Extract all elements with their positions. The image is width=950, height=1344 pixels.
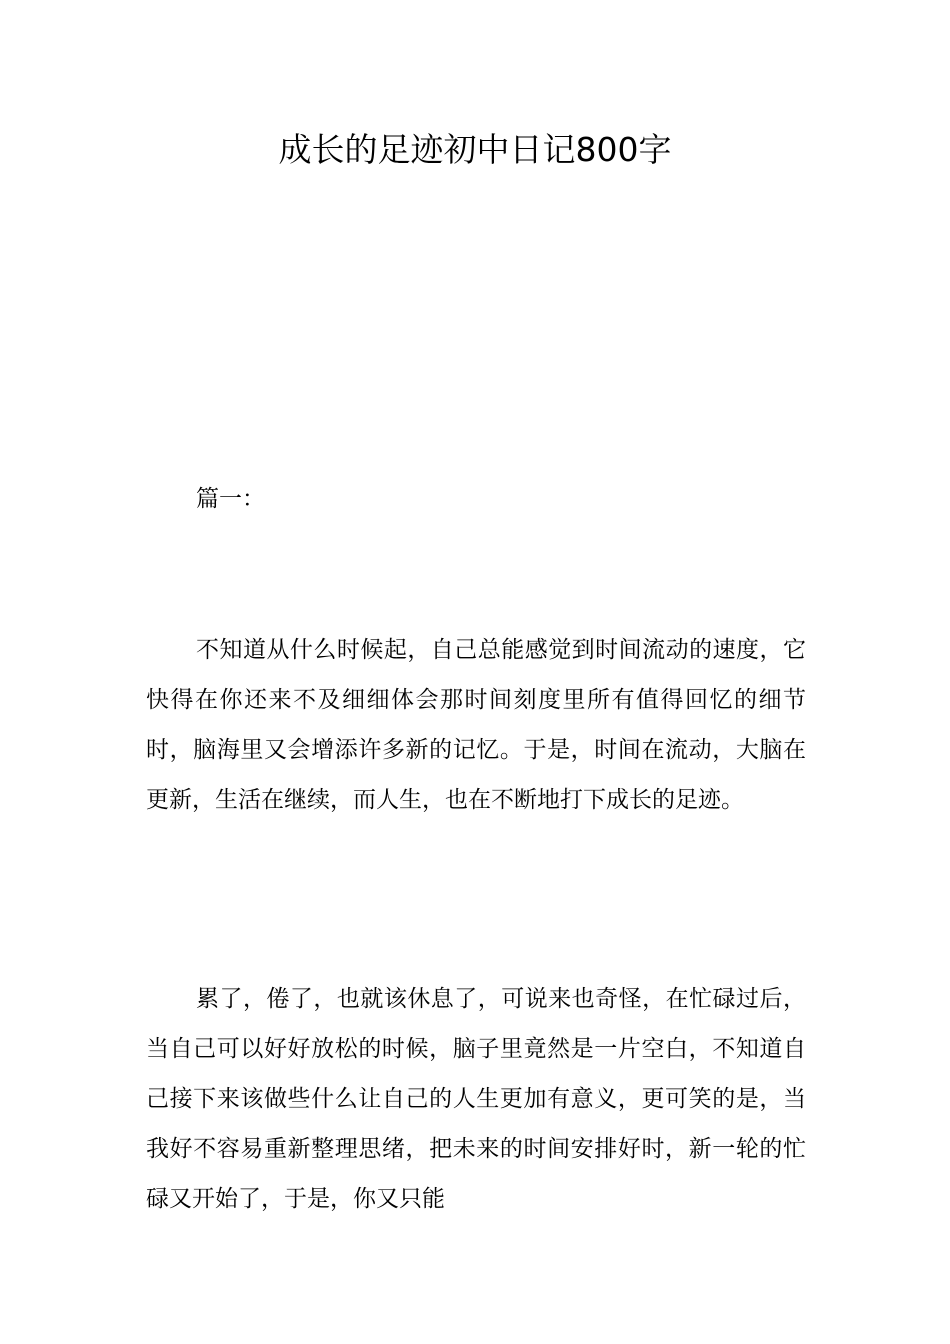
- section-label: 篇一：: [196, 486, 265, 512]
- paragraph-2: 累了，倦了，也就该休息了，可说来也奇怪，在忙碌过后，当自己可以好好放松的时候，脑子里竟然是一片空白，不知道自己接下来该做些什么让自己的人生更加有意义，更可笑的是，当我好不容易重新整理思绪，把未来的时间安排好时，新一轮的忙碌又开始了，于是，你又只能: [146, 986, 806, 1212]
- document-title: 成长的足迹初中日记800字: [278, 130, 672, 169]
- paragraph-1: 不知道从什么时候起，自己总能感觉到时间流动的速度，它快得在你还来不及细细体会那时间刻度里所有值得回忆的细节时，脑海里又会增添许多新的记忆。于是，时间在流动，大脑在更新，生活在继续，而人生，也在不断地打下成长的足迹。: [146, 637, 806, 813]
